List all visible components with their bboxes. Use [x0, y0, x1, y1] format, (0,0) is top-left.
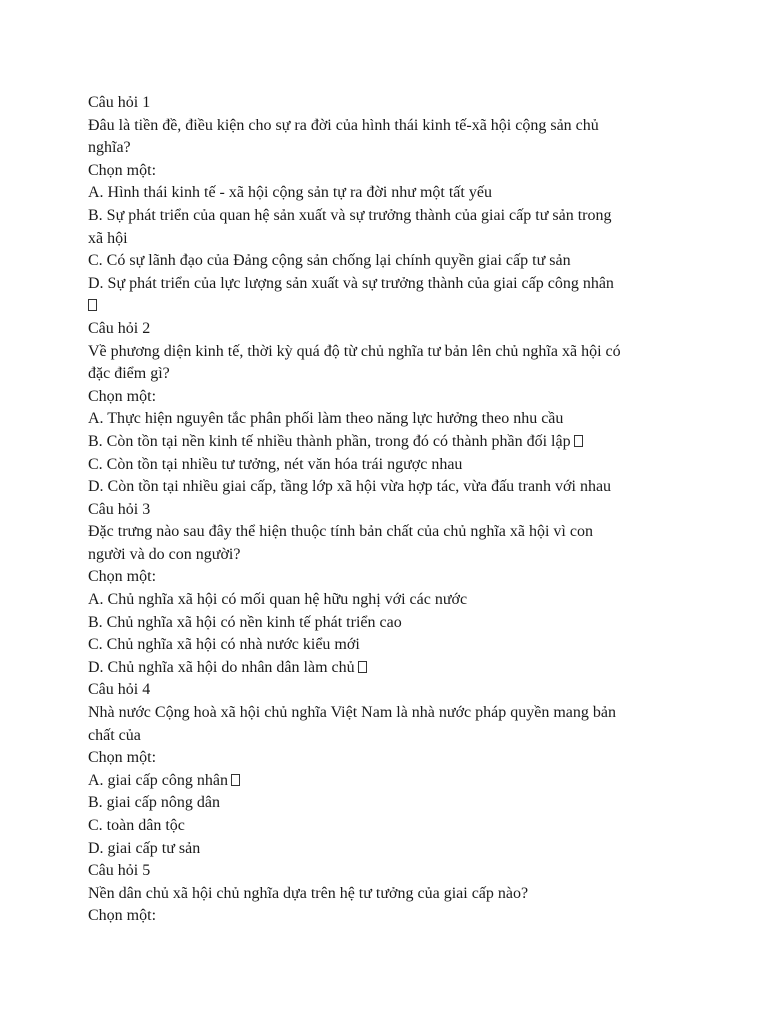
- choose-label: Chọn một:: [88, 749, 157, 767]
- question-title: Câu hỏi 4: [88, 681, 151, 699]
- box-glyph-icon: [574, 435, 583, 447]
- option-b: B. Sự phát triển của quan hệ sản xuất và sự trưởng thành của giai cấp tư sản trong: [88, 206, 612, 224]
- choose-label: Chọn một:: [88, 387, 157, 405]
- question-title: Câu hỏi 2: [88, 319, 151, 337]
- option-d-row: [88, 657, 688, 680]
- option-b-row: [88, 431, 688, 454]
- question-title: Câu hỏi 3: [88, 500, 151, 518]
- box-glyph-icon: [88, 299, 97, 311]
- option-b: B. giai cấp nông dân: [88, 794, 220, 812]
- question-prompt: Nền dân chủ xã hội chủ nghĩa dựa trên hệ tư tưởng của giai cấp nào?: [88, 884, 529, 902]
- choose-label: Chọn một:: [88, 907, 157, 925]
- option-a: A. Hình thái kinh tế - xã hội cộng sản tự ra đời như một tất yếu: [88, 184, 492, 202]
- question-prompt: người và do con người?: [88, 545, 241, 563]
- option-d: D. Chủ nghĩa xã hội do nhân dân làm chủ: [88, 658, 355, 676]
- question-prompt: Đặc trưng nào sau đây thể hiện thuộc tính bản chất của chủ nghĩa xã hội vì con: [88, 523, 593, 541]
- option-c: C. Có sự lãnh đạo của Đảng cộng sản chống lại chính quyền giai cấp tư sản: [88, 252, 571, 270]
- option-c: C. toàn dân tộc: [88, 817, 185, 834]
- choose-label: Chọn một:: [88, 568, 157, 586]
- question-prompt: nghĩa?: [88, 139, 131, 157]
- option-d: D. giai cấp tư sản: [88, 839, 201, 857]
- option-a: A. giai cấp công nhân: [88, 771, 228, 789]
- quiz-document: [88, 92, 688, 928]
- option-b: B. Chủ nghĩa xã hội có nền kinh tế phát triển cao: [88, 613, 402, 631]
- option-d: D. Còn tồn tại nhiều giai cấp, tầng lớp xã hội vừa hợp tác, vừa đấu tranh với nhau: [88, 478, 612, 496]
- choose-label: Chọn một:: [88, 161, 157, 179]
- option-c: C. Còn tồn tại nhiều tư tưởng, nét văn hóa trái ngược nhau: [88, 455, 463, 473]
- box-glyph-icon: [231, 774, 240, 786]
- question-prompt: chất của: [88, 726, 141, 744]
- option-a-row: [88, 770, 688, 793]
- option-c: C. Chủ nghĩa xã hội có nhà nước kiểu mới: [88, 636, 360, 654]
- question-title: Câu hỏi 1: [88, 94, 151, 111]
- question-prompt: đặc điểm gì?: [88, 365, 170, 383]
- question-prompt: Về phương diện kinh tế, thời kỳ quá độ từ chủ nghĩa tư bản lên chủ nghĩa xã hội có: [88, 342, 621, 360]
- question-prompt: Đâu là tiền đề, điều kiện cho sự ra đời của hình thái kinh tế-xã hội cộng sản chủ: [88, 116, 599, 134]
- box-glyph-icon: [358, 661, 367, 673]
- option-b: B. Còn tồn tại nền kinh tế nhiều thành phần, trong đó có thành phần đối lập: [88, 432, 571, 450]
- answer-marker-line: [88, 295, 688, 318]
- question-prompt: Nhà nước Cộng hoà xã hội chủ nghĩa Việt Nam là nhà nước pháp quyền mang bản: [88, 704, 616, 722]
- option-a: A. Thực hiện nguyên tắc phân phối làm theo năng lực hưởng theo nhu cầu: [88, 410, 564, 428]
- option-b-continued: xã hội: [88, 229, 128, 247]
- option-a: A. Chủ nghĩa xã hội có mối quan hệ hữu nghị với các nước: [88, 591, 468, 609]
- question-title: Câu hỏi 5: [88, 862, 151, 880]
- option-d: D. Sự phát triển của lực lượng sản xuất và sự trưởng thành của giai cấp công nhân: [88, 274, 614, 292]
